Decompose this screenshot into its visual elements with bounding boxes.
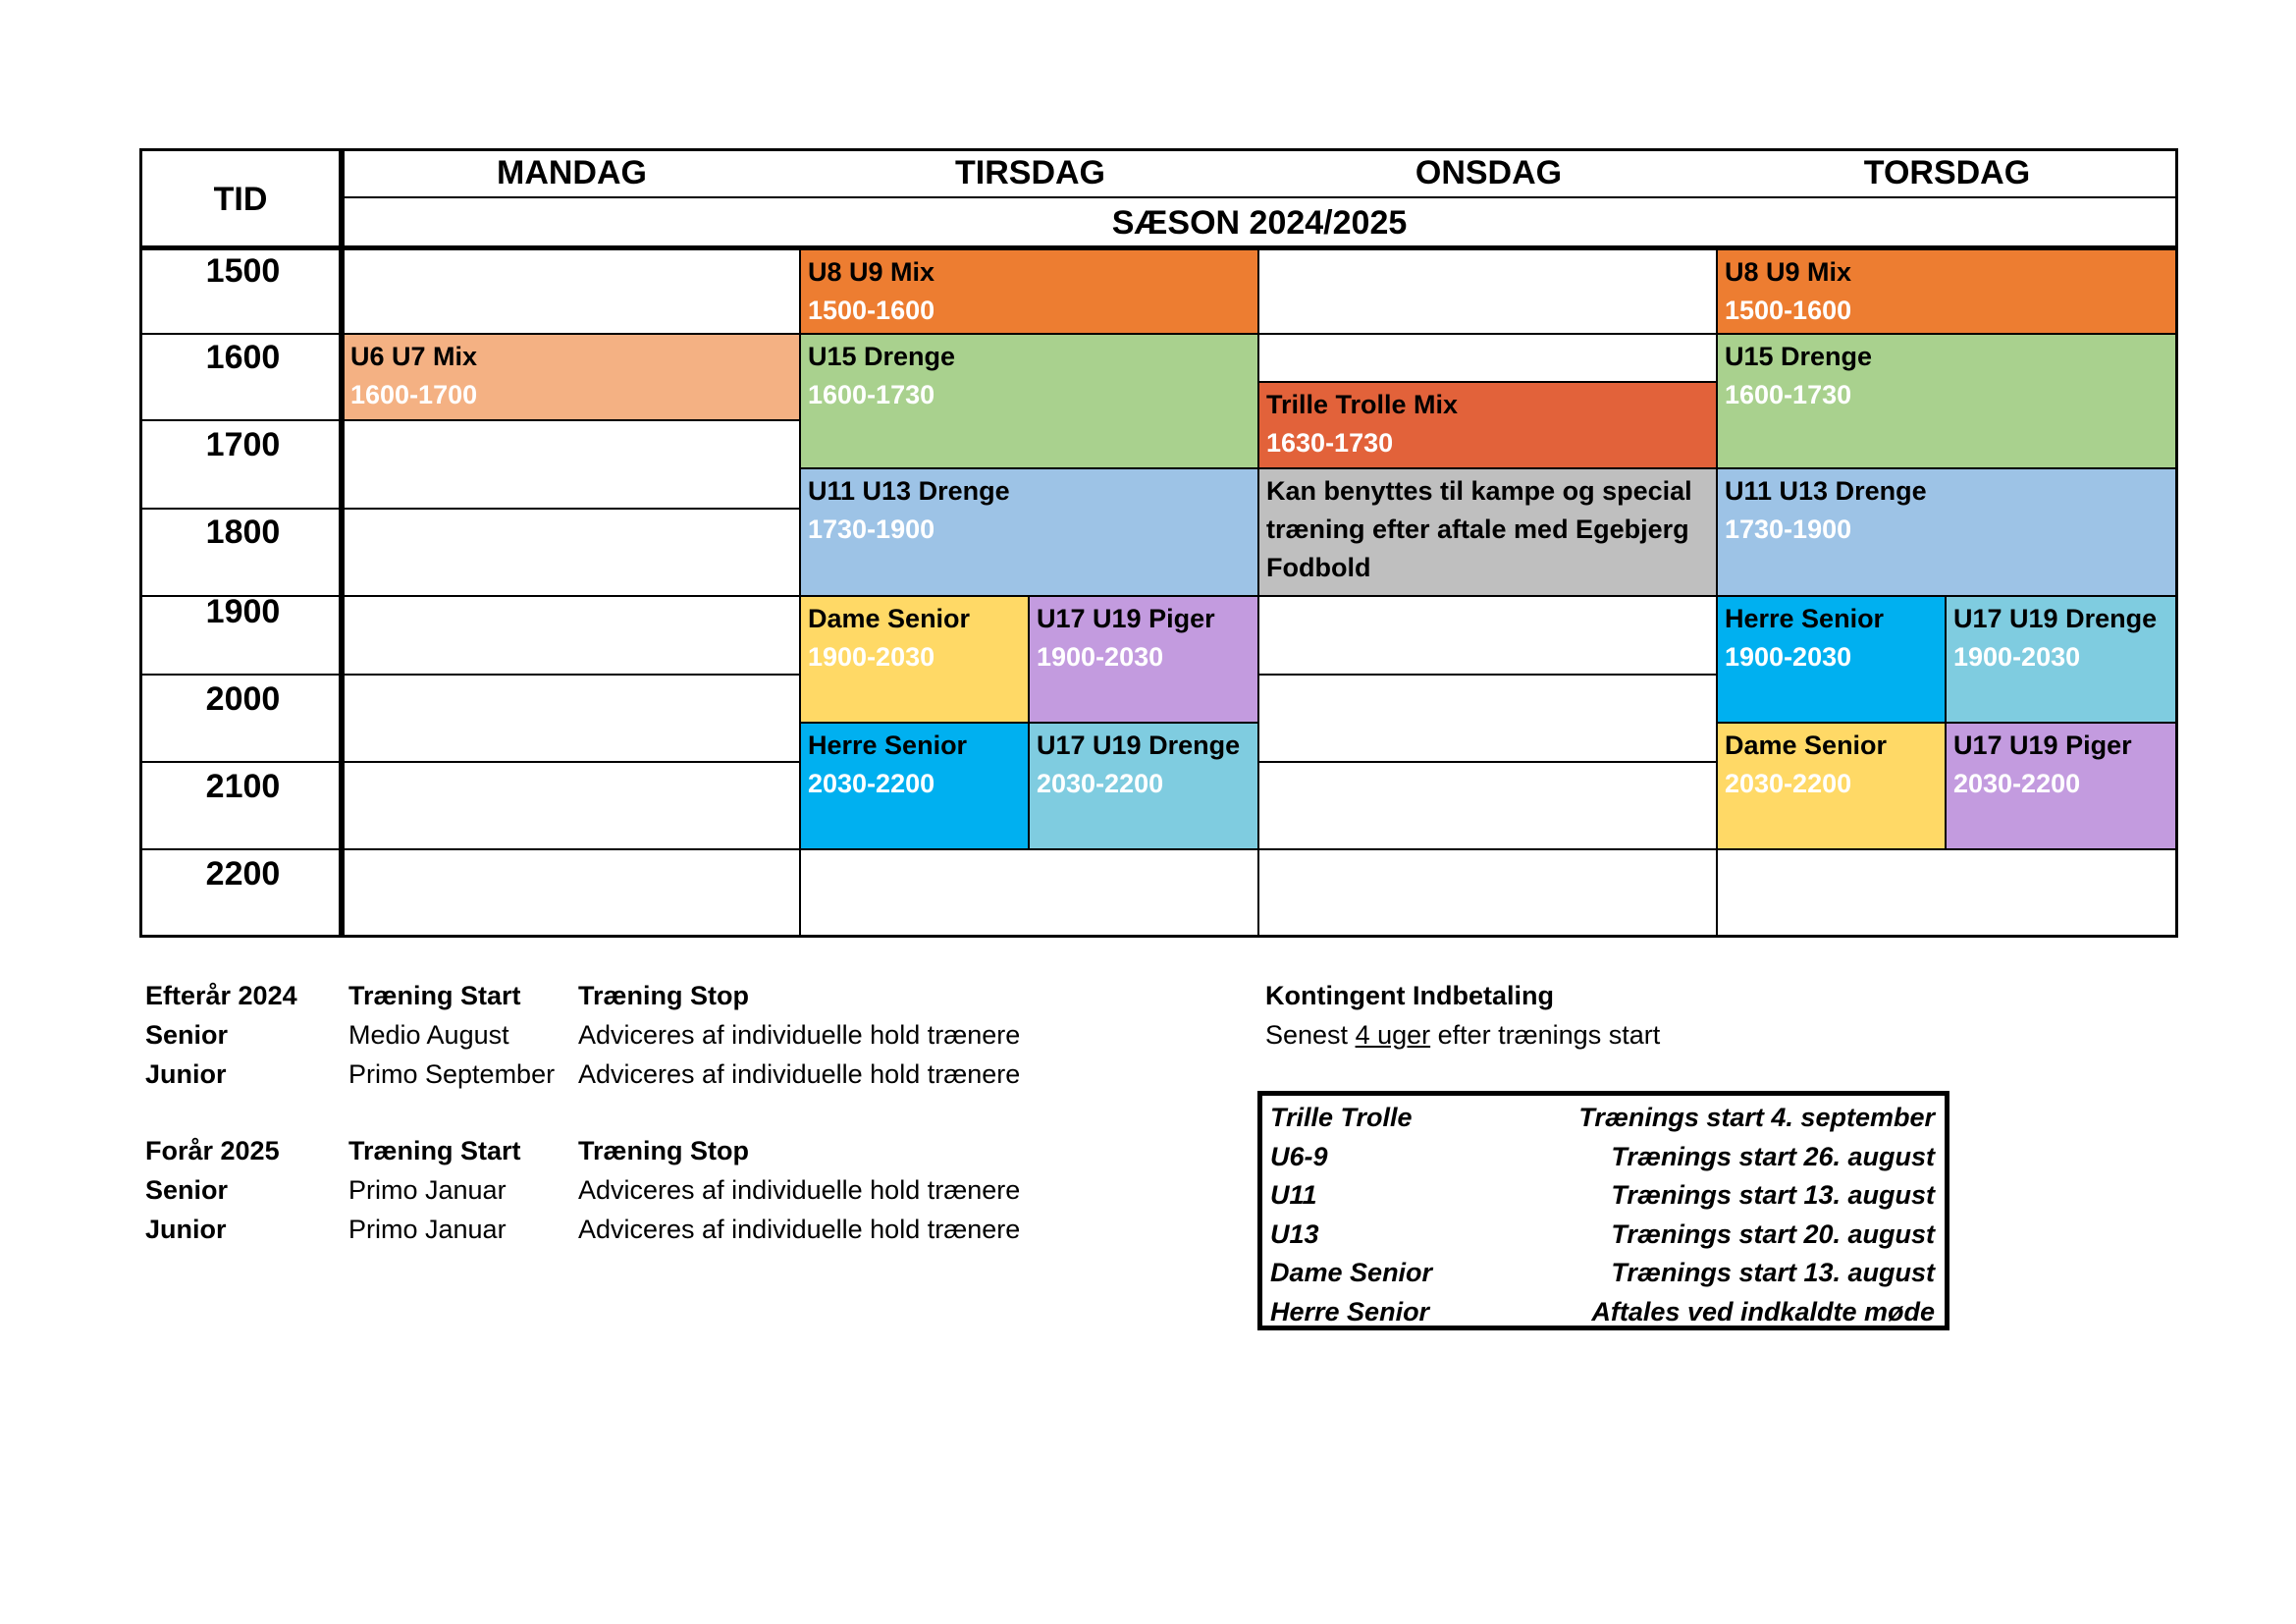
grid-line bbox=[800, 467, 1258, 469]
grid-line bbox=[343, 595, 801, 597]
block-text-line: Fodbold bbox=[1266, 553, 1371, 582]
block-text-line: Kan benyttes til kampe og special bbox=[1266, 476, 1692, 506]
grid-line bbox=[140, 419, 342, 421]
grid-line bbox=[343, 333, 801, 335]
grid-line bbox=[1258, 467, 1717, 469]
team-name: Herre Senior bbox=[1270, 1296, 1430, 1326]
block-tirsdag-u8-u9-mix bbox=[800, 249, 1258, 334]
block-title: U8 U9 Mix bbox=[808, 257, 935, 287]
group-label: Junior bbox=[145, 1215, 227, 1244]
grid-line bbox=[1717, 333, 2176, 335]
grid-line bbox=[139, 148, 2178, 151]
training-start-table bbox=[1257, 1091, 1949, 1330]
stop-value: Adviceres af individuelle hold trænere bbox=[578, 1059, 1021, 1089]
block-onsdag-kan-benyttes bbox=[1258, 468, 1717, 596]
grid-line bbox=[799, 249, 801, 937]
block-title: Dame Senior bbox=[808, 604, 971, 633]
table-row bbox=[1270, 1138, 1935, 1177]
block-torsdag-u15-drenge bbox=[1717, 334, 2175, 468]
block-mandag-u6-u7-mix bbox=[343, 334, 800, 420]
block-time: 1630-1730 bbox=[1266, 428, 1394, 458]
grid-line bbox=[1717, 595, 2176, 597]
start-info: Trænings start 26. august bbox=[1611, 1141, 1935, 1171]
block-tirsdag-u17-u19-piger bbox=[1029, 596, 1258, 723]
block-time: 2030-2200 bbox=[1953, 769, 2081, 798]
grid-line bbox=[140, 508, 342, 510]
block-time: 2030-2200 bbox=[1725, 769, 1852, 798]
block-text-line: træning efter aftale med Egebjerg bbox=[1266, 514, 1689, 544]
grid-line bbox=[1258, 761, 1717, 763]
start-info: Trænings start 20. august bbox=[1611, 1218, 1935, 1249]
day-header-torsdag: TORSDAG bbox=[1863, 154, 2031, 191]
season-label: Forår 2025 bbox=[145, 1136, 280, 1165]
grid-line bbox=[343, 848, 801, 850]
season-label: Efterår 2024 bbox=[145, 981, 297, 1010]
block-title: Herre Senior bbox=[808, 731, 968, 760]
grid-line bbox=[140, 848, 342, 850]
table-row bbox=[1270, 1099, 1935, 1138]
start-value: Primo Januar bbox=[348, 1215, 507, 1244]
block-torsdag-dame-senior bbox=[1717, 723, 1946, 849]
block-title: U11 U13 Drenge bbox=[1725, 476, 1927, 506]
team-name: U13 bbox=[1270, 1218, 1319, 1249]
team-name: U6-9 bbox=[1270, 1141, 1328, 1171]
team-name: Dame Senior bbox=[1270, 1258, 1433, 1287]
block-title: Herre Senior bbox=[1725, 604, 1885, 633]
time-label: 2200 bbox=[205, 855, 281, 893]
grid-line bbox=[140, 674, 342, 676]
table-row bbox=[1270, 1254, 1935, 1293]
time-label: 1600 bbox=[205, 339, 281, 376]
grid-line bbox=[1258, 674, 1717, 676]
block-title: U6 U7 Mix bbox=[350, 342, 478, 371]
grid-line bbox=[343, 674, 801, 676]
block-time: 1500-1600 bbox=[808, 296, 935, 325]
block-torsdag-u8-u9-mix bbox=[1717, 249, 2175, 334]
stop-value: Adviceres af individuelle hold trænere bbox=[578, 1215, 1021, 1244]
block-title: U15 Drenge bbox=[1725, 342, 1873, 371]
block-title: U17 U19 Piger bbox=[1037, 604, 1215, 633]
tid-header: TID bbox=[213, 181, 268, 218]
block-title: U17 U19 Piger bbox=[1953, 731, 2132, 760]
stop-header: Træning Stop bbox=[578, 1136, 749, 1165]
time-label: 2000 bbox=[205, 680, 281, 718]
block-tirsdag-herre-senior bbox=[800, 723, 1029, 849]
block-time: 1730-1900 bbox=[1725, 514, 1852, 544]
time-label: 1700 bbox=[205, 426, 281, 463]
grid-line bbox=[2175, 148, 2178, 938]
grid-line bbox=[800, 595, 1258, 597]
grid-line bbox=[1258, 333, 1717, 335]
block-time: 1600-1730 bbox=[808, 380, 935, 409]
block-time: 2030-2200 bbox=[1037, 769, 1164, 798]
kontingent-text-before: Senest bbox=[1265, 1020, 1356, 1050]
grid-line bbox=[139, 935, 2178, 938]
block-time: 1900-2030 bbox=[1953, 642, 2081, 672]
grid-line bbox=[800, 333, 1258, 335]
block-tirsdag-dame-senior bbox=[800, 596, 1029, 723]
start-info: Trænings start 13. august bbox=[1611, 1258, 1935, 1287]
block-time: 1500-1600 bbox=[1725, 296, 1852, 325]
table-row bbox=[1270, 1293, 1935, 1332]
kontingent-text bbox=[1265, 1016, 1660, 1054]
grid-line bbox=[343, 196, 2177, 198]
grid-line bbox=[1257, 249, 1259, 937]
start-header: Træning Start bbox=[348, 981, 521, 1010]
grid-line bbox=[1717, 722, 2176, 724]
grid-line bbox=[1716, 249, 1718, 937]
block-time: 2030-2200 bbox=[808, 769, 935, 798]
start-value: Medio August bbox=[348, 1020, 509, 1050]
kontingent-title: Kontingent Indbetaling bbox=[1265, 981, 1554, 1010]
grid-line bbox=[1258, 848, 1717, 850]
table-row bbox=[1270, 1176, 1935, 1216]
grid-line bbox=[1717, 848, 2176, 850]
grid-line bbox=[343, 508, 801, 510]
block-time: 1730-1900 bbox=[808, 514, 935, 544]
block-onsdag-trille-trolle-mix bbox=[1258, 382, 1717, 468]
block-title: U17 U19 Drenge bbox=[1037, 731, 1241, 760]
grid-line bbox=[343, 419, 801, 421]
block-torsdag-herre-senior bbox=[1717, 596, 1946, 723]
block-time: 1900-2030 bbox=[808, 642, 935, 672]
season-header: SÆSON 2024/2025 bbox=[1111, 204, 1408, 242]
grid-line bbox=[343, 761, 801, 763]
time-label: 1800 bbox=[205, 514, 281, 551]
block-title: U11 U13 Drenge bbox=[808, 476, 1010, 506]
grid-line bbox=[800, 848, 1258, 850]
day-header-mandag: MANDAG bbox=[497, 154, 647, 191]
stop-value: Adviceres af individuelle hold trænere bbox=[578, 1020, 1021, 1050]
time-label: 1900 bbox=[205, 593, 281, 630]
day-header-onsdag: ONSDAG bbox=[1415, 154, 1563, 191]
block-tirsdag-u11-u13-drenge bbox=[800, 468, 1258, 596]
block-torsdag-u17-u19-drenge bbox=[1946, 596, 2175, 723]
grid-line bbox=[140, 761, 342, 763]
grid-line bbox=[139, 245, 2178, 250]
grid-line bbox=[800, 722, 1258, 724]
grid-line bbox=[1258, 595, 1717, 597]
time-label: 2100 bbox=[205, 768, 281, 805]
grid-line bbox=[140, 333, 342, 335]
block-title: Dame Senior bbox=[1725, 731, 1888, 760]
block-title: U15 Drenge bbox=[808, 342, 956, 371]
start-value: Primo Januar bbox=[348, 1175, 507, 1205]
block-title: U17 U19 Drenge bbox=[1953, 604, 2158, 633]
block-title: U8 U9 Mix bbox=[1725, 257, 1852, 287]
day-header-tirsdag: TIRSDAG bbox=[955, 154, 1105, 191]
group-label: Junior bbox=[145, 1059, 227, 1089]
group-label: Senior bbox=[145, 1020, 229, 1050]
start-info: Trænings start 13. august bbox=[1611, 1180, 1935, 1210]
kontingent-text-after: efter trænings start bbox=[1430, 1020, 1661, 1050]
kontingent-weeks: 4 uger bbox=[1355, 1020, 1431, 1050]
start-header: Træning Start bbox=[348, 1136, 521, 1165]
block-tirsdag-u15-drenge bbox=[800, 334, 1258, 468]
block-time: 1900-2030 bbox=[1725, 642, 1852, 672]
start-info: Aftales ved indkaldte møde bbox=[1591, 1296, 1935, 1326]
start-value: Primo September bbox=[348, 1059, 556, 1089]
block-time: 1600-1700 bbox=[350, 380, 478, 409]
start-info: Trænings start 4. september bbox=[1578, 1103, 1935, 1132]
block-torsdag-u11-u13-drenge bbox=[1717, 468, 2175, 596]
grid-line bbox=[1717, 467, 2176, 469]
team-name: Trille Trolle bbox=[1270, 1103, 1413, 1132]
grid-line bbox=[1258, 381, 1717, 383]
block-time: 1900-2030 bbox=[1037, 642, 1164, 672]
team-name: U11 bbox=[1270, 1180, 1317, 1210]
block-torsdag-u17-u19-piger bbox=[1946, 723, 2175, 849]
stop-header: Træning Stop bbox=[578, 981, 749, 1010]
group-label: Senior bbox=[145, 1175, 229, 1205]
block-time: 1600-1730 bbox=[1725, 380, 1852, 409]
stop-value: Adviceres af individuelle hold trænere bbox=[578, 1175, 1021, 1205]
table-row bbox=[1270, 1216, 1935, 1255]
time-label: 1500 bbox=[205, 252, 281, 290]
block-title: Trille Trolle Mix bbox=[1266, 390, 1459, 419]
block-tirsdag-u17-u19-drenge bbox=[1029, 723, 1258, 849]
